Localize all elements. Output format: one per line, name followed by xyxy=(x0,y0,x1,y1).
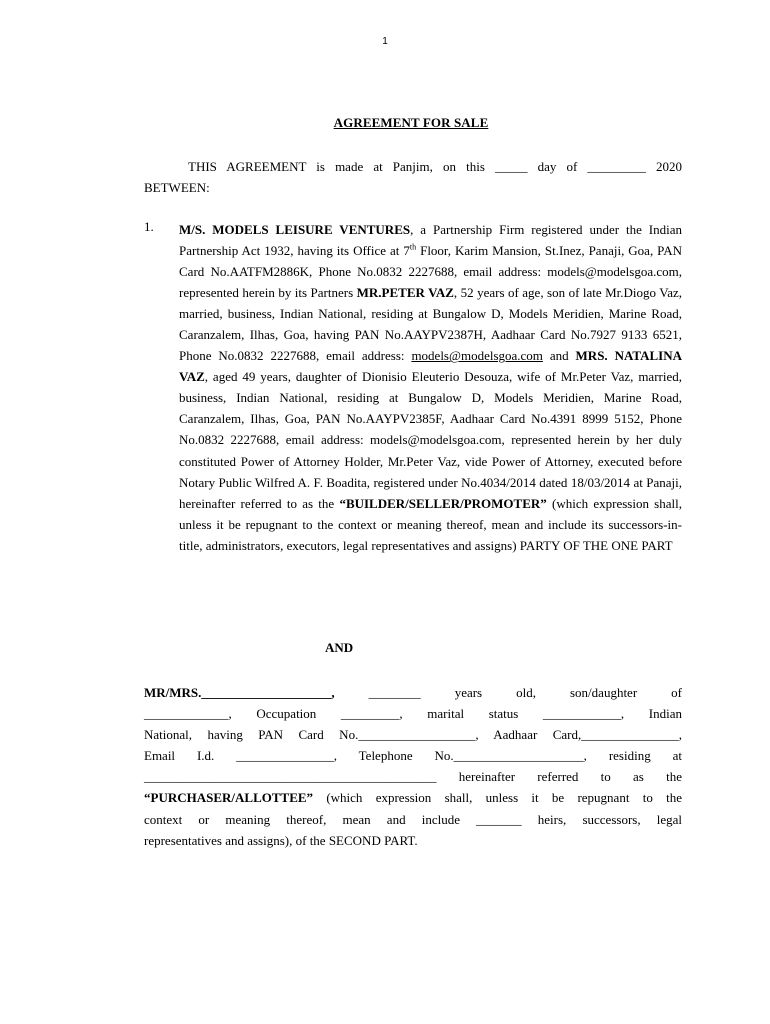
purchaser-line: representatives and assigns), of the SECOND PART. xyxy=(144,832,418,848)
purchaser-name-label: MR/MRS.____________________, xyxy=(144,685,335,700)
between-label: BETWEEN: xyxy=(144,180,210,195)
purchaser-line: Email I.d. _______________, Telephone No.____________________, residing at xyxy=(144,748,682,764)
purchaser-role-label: “PURCHASER/ALLOTTEE” xyxy=(144,790,314,806)
clause-text: Floor, Karim Mansion, St.Inez, Panaji, Goa, PAN Card No.AATFM2886K, Phone No.0832 2227688, email address: models@modelsgoa.com, represented herein by its Partners xyxy=(179,243,682,301)
intro-paragraph xyxy=(144,156,682,198)
purchaser-text: (which expression shall, unless it be repugnant to the xyxy=(313,790,682,806)
clause-text: (which expression shall, unless it be repugnant to the context or meaning thereof, mean and include its successors-in-title, administrators, executors, legal representatives and assigns) PARTY OF THE ONE PART xyxy=(179,495,682,553)
clause-1 xyxy=(144,219,682,556)
partner-1-email-link[interactable]: models@modelsgoa.com xyxy=(411,348,543,364)
ordinal-suffix: th xyxy=(409,242,417,252)
purchaser-text: ________ years old, son/daughter of xyxy=(334,685,682,700)
and-separator: AND xyxy=(325,640,354,655)
clause-1-body xyxy=(179,219,682,556)
purchaser-line xyxy=(144,787,682,808)
clause-text: , a Partnership Firm registered under the Indian Partnership Act 1932, having its Office at 7 xyxy=(179,222,682,259)
purchaser-line xyxy=(144,682,682,703)
intro-line: THIS AGREEMENT is made at Panjim, on this _____ day of _________ 2020 xyxy=(188,159,682,174)
purchaser-line: _____________________________________________ hereinafter referred to as the xyxy=(144,769,682,785)
document-title: AGREEMENT FOR SALE xyxy=(333,115,489,130)
purchaser-paragraph xyxy=(144,682,682,851)
firm-name: M/S. MODELS LEISURE VENTURES xyxy=(179,222,411,237)
purchaser-line: context or meaning thereof, mean and include _______ heirs, successors, legal xyxy=(144,811,682,827)
clause-number: 1. xyxy=(144,219,154,234)
builder-role-label: “BUILDER/SELLER/PROMOTER” xyxy=(339,495,547,511)
partner-1-name: MR.PETER VAZ xyxy=(356,285,454,301)
clause-text: , 52 years of age, son of late Mr.Diogo Vaz, married, business, Indian National, residing at Bungalow D, Models Meridien, Marine Road, Caranzalem, Ilhas, Goa, having PAN No.AAYPV2387H, Aadhaar Card No.7927 9133 6521, Phone No.0832 2227688, email address: xyxy=(179,285,682,364)
clause-text: , aged 49 years, daughter of Dionisio Eleuterio Desouza, wife of Mr.Peter Vaz, married, business, Indian National, residing at Bungalow D, Models Meridien, Marine Road, Caranzalem, Ilhas, Goa, PAN No.AAYPV2385F, Aadhaar Card No.4391 8999 5152, Phone No.0832 2227688, email address: models@modelsgoa.com, represented herein by her duly constituted Power of Attorney Holder, Mr.Peter Vaz, vide Power of Attorney, executed before Notary Public Wilfred A. F. Boadita, registered under No.4034/2014 dated 18/03/2014 at Panaji, hereinafter referred to as the xyxy=(179,369,682,511)
purchaser-line: _____________, Occupation _________, marital status ____________, Indian xyxy=(144,706,682,722)
partner-2-name: MRS. NATALINA VAZ xyxy=(179,348,682,385)
purchaser-line: National, having PAN Card No.__________________, Aadhaar Card,_______________, xyxy=(144,727,682,743)
clause-text: and xyxy=(542,348,576,364)
page-number: 1 xyxy=(382,36,388,47)
